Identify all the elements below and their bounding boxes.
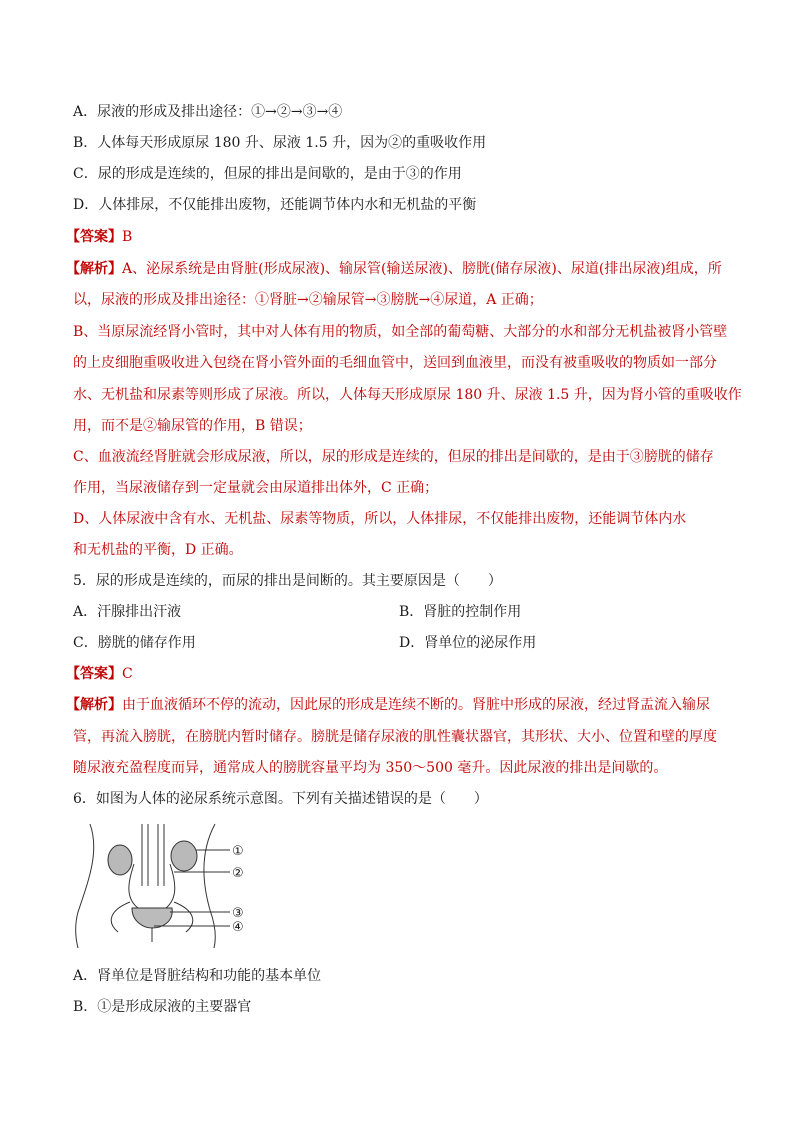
- q6-stem: 6．如图为人体的泌尿系统示意图。下列有关描述错误的是（ ）: [73, 791, 488, 807]
- analysis-tag: 【解析】: [66, 261, 122, 277]
- body-outline-right: [204, 824, 215, 948]
- q5-option-b: B．肾脏的控制作用: [399, 604, 522, 620]
- q5-option-c: C．膀胱的储存作用: [73, 635, 196, 651]
- answer-value: B: [122, 229, 133, 245]
- diagram-label-2: ②: [232, 866, 244, 881]
- answer-tag: 【答案】: [66, 229, 122, 245]
- q4-analysis-line-5: 水、无机盐和尿素等则形成了尿液。所以，人体每天形成原尿 180 升、尿液 1.5 升，因为肾小管的重吸收作: [73, 387, 742, 403]
- q4-analysis-line-8: 作用，当尿液储存到一定量就会由尿道排出体外，C 正确；: [73, 480, 439, 496]
- pelvis-left: [111, 902, 130, 932]
- q6-option-b: B．①是形成尿液的主要器官: [73, 999, 252, 1015]
- q4-analysis-line-1: [66, 259, 722, 279]
- q4-option-c: C．尿的形成是连续的，但尿的排出是间歇的，是由于③的作用: [73, 166, 462, 182]
- q4-analysis-line-2: 以，尿液的形成及排出途径：①肾脏→②输尿管→③膀胱→④尿道，A 正确；: [73, 292, 543, 308]
- right-ureter: [166, 864, 175, 908]
- q5-option-d: D．肾单位的泌尿作用: [399, 635, 537, 651]
- diagram-label-4: ④: [232, 920, 244, 935]
- q4-analysis-line-3: B、当原尿流经肾小管时，其中对人体有用的物质，如全部的葡萄糖、大部分的水和部分无机盐被肾小管壁: [73, 324, 728, 340]
- bladder: [132, 908, 172, 928]
- urinary-system-diagram: [70, 822, 250, 950]
- answer-tag: 【答案】: [66, 666, 122, 682]
- q4-analysis-line-10: 和无机盐的平衡，D 正确。: [73, 542, 243, 558]
- diagram-label-1: ①: [232, 844, 244, 859]
- q5-option-a: A．汗腺排出汗液: [73, 604, 182, 620]
- q4-option-d: D．人体排尿，不仅能排出废物，还能调节体内水和无机盐的平衡: [73, 197, 477, 213]
- q4-analysis-line-9: D、人体尿液中含有水、无机盐、尿素等物质，所以，人体排尿，不仅能排出废物，还能调节体内水: [73, 511, 687, 527]
- analysis-text: 由于血液循环不停的流动，因此尿的形成是连续不断的。肾脏中形成的尿液，经过肾盂流入输尿: [122, 697, 710, 713]
- body-outline-left: [76, 824, 94, 948]
- answer-value: C: [122, 666, 133, 682]
- q4-analysis-line-4: 的上皮细胞重吸收进入包绕在肾小管外面的毛细血管中，送回到血液里，而没有被重吸收的物质如一部分: [73, 355, 717, 371]
- left-kidney: [108, 845, 132, 875]
- q5-answer: [66, 664, 133, 684]
- pelvis-right: [174, 902, 193, 932]
- diagram-label-3: ③: [232, 906, 244, 921]
- left-ureter: [129, 864, 138, 908]
- q4-answer: [66, 227, 132, 247]
- q5-analysis-line-2: 管，再流入膀胱，在膀胱内暂时储存。膀胱是储存尿液的肌性囊状器官，其形状、大小、位置和壁的厚度: [73, 729, 717, 745]
- q4-analysis-line-7: C、血液流经肾脏就会形成尿液，所以，尿的形成是连续的，但尿的排出是间歇的，是由于③膀胱的储存: [73, 449, 714, 465]
- q4-analysis-line-6: 用，而不是②输尿管的作用，B 错误；: [73, 418, 312, 434]
- q6-option-a: A．肾单位是肾脏结构和功能的基本单位: [73, 968, 322, 984]
- q4-option-b: B．人体每天形成原尿 180 升、尿液 1.5 升，因为②的重吸收作用: [73, 135, 487, 151]
- analysis-text: A、泌尿系统是由肾脏(形成尿液)、输尿管(输送尿液)、膀胱(储存尿液)、尿道(排出尿液)组成，所: [122, 261, 722, 277]
- q5-stem: 5．尿的形成是连续的，而尿的排出是间断的。其主要原因是（ ）: [73, 573, 502, 589]
- analysis-tag: 【解析】: [66, 697, 122, 713]
- right-kidney: [171, 841, 197, 871]
- q4-option-a: A．尿液的形成及排出途径：①→②→③→④: [73, 104, 343, 120]
- q5-analysis-line-1: [66, 695, 710, 715]
- q5-analysis-line-3: 随尿液充盈程度而异，通常成人的膀胱容量平均为 350～500 毫升。因此尿液的排出是间歇的。: [73, 760, 668, 776]
